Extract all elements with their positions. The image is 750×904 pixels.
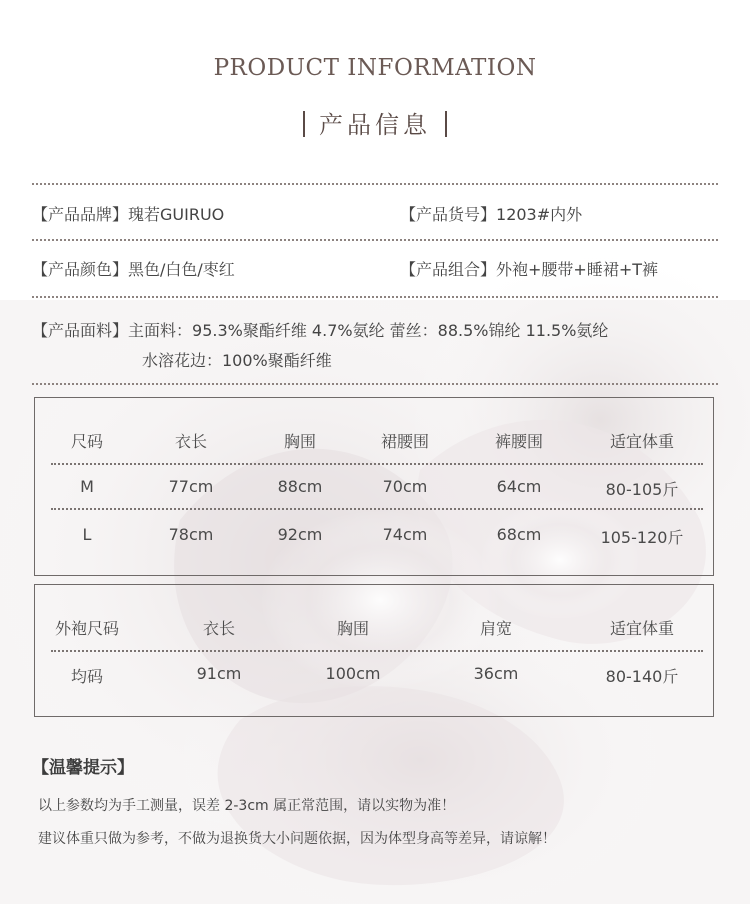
divider — [32, 383, 718, 385]
size-table — [34, 397, 714, 576]
header-cell: 裙腰围 — [380, 432, 430, 451]
table-cell: 80-105斤 — [605, 480, 679, 499]
fabric-cell — [32, 318, 608, 341]
table-divider — [51, 463, 703, 465]
table-cell: 36cm — [473, 664, 519, 683]
sku-value: 1203#内外 — [496, 205, 583, 224]
header-cell: 适宜体重 — [609, 619, 675, 638]
divider — [32, 239, 718, 241]
title-right-bar — [445, 111, 447, 137]
table-cell: 70cm — [382, 477, 428, 496]
divider — [32, 183, 718, 185]
sku-cell — [400, 202, 582, 225]
color-label: 【产品颜色】 — [32, 260, 129, 279]
tips-title: 【温馨提示】 — [32, 758, 134, 778]
title-left-bar — [303, 111, 305, 137]
table-cell: 78cm — [168, 525, 214, 544]
title-chinese: 产品信息 — [319, 111, 431, 139]
color-value: 黑色/白色/枣红 — [128, 260, 235, 279]
tips-line-2: 建议体重只做为参考，不做为退换货大小问题依据，因为体型身高等差异，请谅解！ — [38, 831, 556, 847]
tips-line-1: 以上参数均为手工测量，误差 2-3cm 属正常范围，请以实物为准！ — [38, 798, 456, 814]
header-cell: 衣长 — [174, 432, 208, 451]
fabric-label: 【产品面料】 — [32, 321, 129, 340]
table-cell: 74cm — [382, 525, 428, 544]
size-table-header — [35, 429, 713, 453]
table-cell: 80-140斤 — [605, 667, 679, 686]
header-cell: 肩宽 — [479, 619, 513, 638]
table-cell: 100cm — [325, 664, 381, 683]
header-cell: 衣长 — [202, 619, 236, 638]
header-cell: 裤腰围 — [494, 432, 544, 451]
header-cell: 适宜体重 — [609, 432, 675, 451]
table-cell: 均码 — [70, 667, 104, 686]
brand-value: 瑰若GUIRUO — [128, 205, 225, 224]
title-english: PRODUCT INFORMATION — [213, 55, 537, 81]
table-divider — [51, 508, 703, 510]
table-cell: 91cm — [196, 664, 242, 683]
table-row — [35, 477, 713, 501]
brand-cell — [32, 202, 224, 225]
table-cell: 68cm — [496, 525, 542, 544]
table-divider — [51, 650, 703, 652]
combo-cell — [400, 257, 658, 280]
divider — [32, 296, 718, 298]
table-cell: 92cm — [277, 525, 323, 544]
brand-label: 【产品品牌】 — [32, 205, 129, 224]
fabric-line-1: 主面料：95.3%聚酯纤维 4.7%氨纶 蕾丝：88.5%锦纶 11.5%氨纶 — [128, 321, 609, 340]
title-chinese-wrapper — [0, 105, 750, 140]
header-cell: 外袍尺码 — [54, 619, 120, 638]
header-cell: 胸围 — [283, 432, 317, 451]
color-cell — [32, 257, 235, 280]
table-cell: L — [82, 525, 92, 544]
table-cell: M — [80, 477, 94, 496]
table-cell: 64cm — [496, 477, 542, 496]
robe-size-table — [34, 584, 714, 717]
robe-table-header — [35, 616, 713, 640]
table-cell: 105-120斤 — [600, 528, 684, 547]
combo-value: 外袍+腰带+睡裙+T裤 — [496, 260, 659, 279]
fabric-line-2: 水溶花边：100%聚酯纤维 — [142, 351, 332, 370]
header-cell: 胸围 — [336, 619, 370, 638]
table-cell: 77cm — [168, 477, 214, 496]
table-row — [35, 525, 713, 549]
table-cell: 88cm — [277, 477, 323, 496]
combo-label: 【产品组合】 — [400, 260, 497, 279]
sku-label: 【产品货号】 — [400, 205, 497, 224]
table-row — [35, 664, 713, 688]
header-cell: 尺码 — [70, 432, 104, 451]
